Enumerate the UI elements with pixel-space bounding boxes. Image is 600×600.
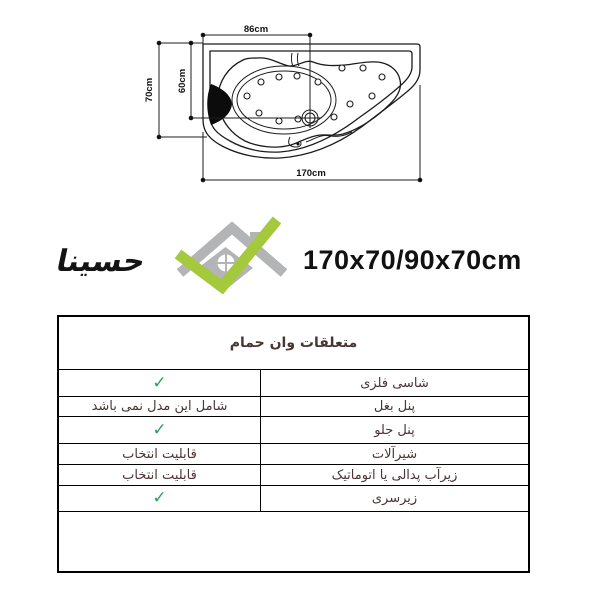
spec-label: شاسی فلزی <box>260 370 528 396</box>
spec-rows <box>59 369 528 511</box>
table-title: متعلقات وان حمام <box>229 335 358 351</box>
spec-value <box>59 486 260 511</box>
spout-dot <box>297 143 300 146</box>
empty-row <box>59 511 528 565</box>
spec-label: زیرآب پدالی یا اتوماتیک <box>260 465 528 485</box>
check-icon: ✓ <box>152 372 167 393</box>
spec-label: پنل جلو <box>260 417 528 443</box>
table-row <box>59 396 528 416</box>
spec-label: پنل بغل <box>260 397 528 416</box>
size-label: 170x70/90x70cm <box>303 245 522 275</box>
bathtub-diagram <box>140 16 440 192</box>
dim-side-height: 70cm <box>144 77 155 103</box>
table-row <box>59 485 528 511</box>
dim-top-width: 86cm <box>243 24 269 35</box>
interior-contour <box>218 58 401 147</box>
spec-label: شیرآلات <box>260 444 528 464</box>
spec-table <box>57 315 530 573</box>
house-check-icon <box>170 210 308 302</box>
spec-label: زیرسری <box>260 486 528 511</box>
brand-logo: حسینا <box>53 243 149 279</box>
dim-inner-height: 60cm <box>177 68 188 94</box>
table-row <box>59 369 528 396</box>
check-icon: ✓ <box>152 419 167 440</box>
dimension-lines <box>157 33 423 183</box>
table-row <box>59 443 528 464</box>
headrest <box>207 84 232 125</box>
overflow-notch <box>291 53 299 66</box>
spec-value: قابلیت انتخاب <box>122 467 197 483</box>
basin-ellipse <box>232 66 336 134</box>
table-row <box>59 464 528 485</box>
spec-value <box>59 370 260 396</box>
spec-value: شامل این مدل نمی باشد <box>91 399 228 414</box>
spec-value <box>59 417 260 443</box>
check-icon: ✓ <box>152 488 167 508</box>
spec-value: قابلیت انتخاب <box>122 446 197 462</box>
dim-bottom-length: 170cm <box>296 168 326 179</box>
table-row <box>59 416 528 443</box>
